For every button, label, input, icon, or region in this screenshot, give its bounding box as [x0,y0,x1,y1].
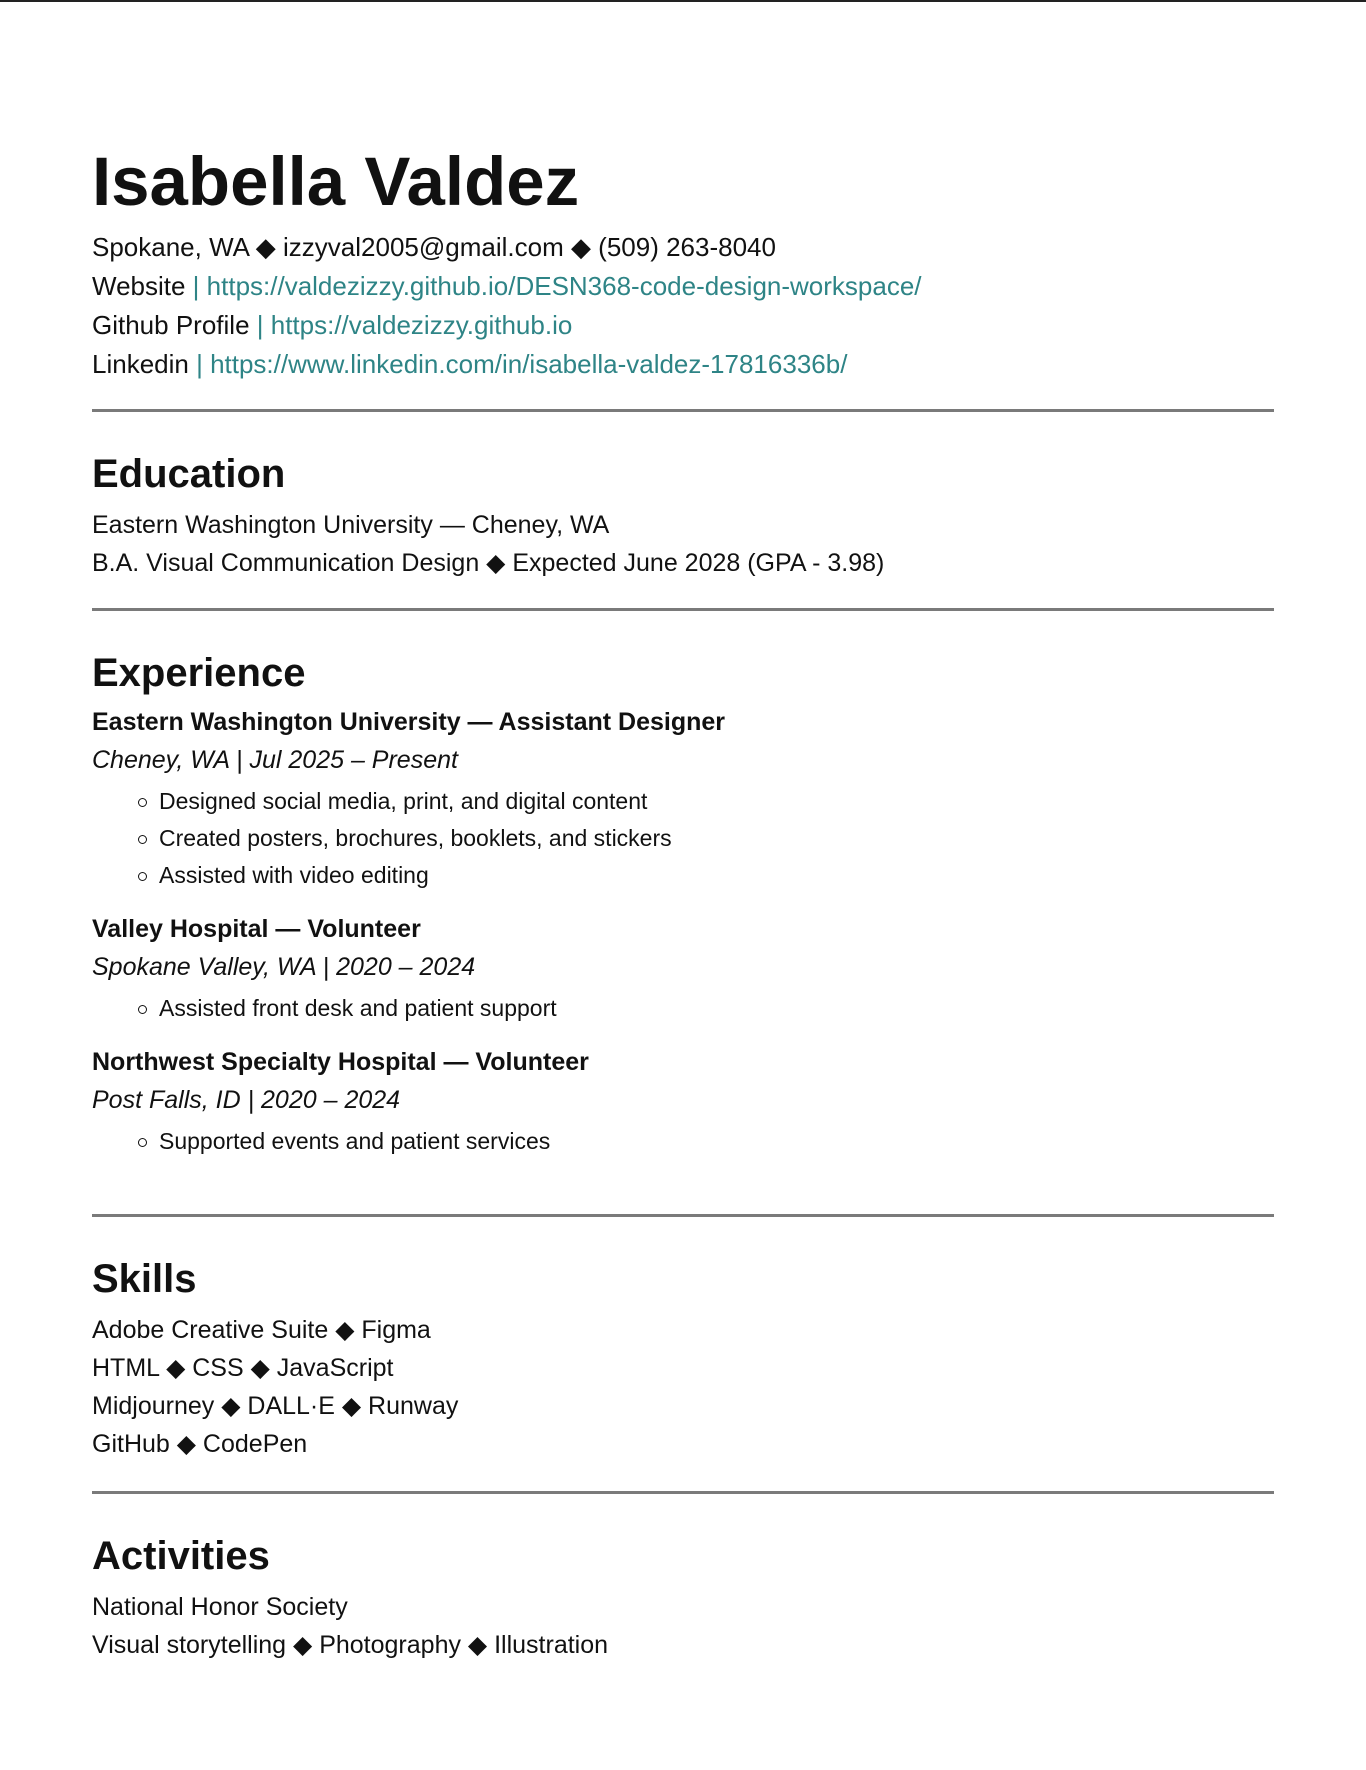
bullet-item: Supported events and patient services [138,1123,1274,1160]
top-border [0,0,1366,2]
divider-skills [92,1491,1274,1494]
website-separator: | [185,271,207,301]
experience-section [92,647,1274,1176]
job-bullets [92,783,1274,894]
skills-line: Midjourney ◆ DALL·E ◆ Runway [92,1392,459,1420]
linkedin-line [92,345,922,384]
github-line [92,306,922,345]
job-title: Northwest Specialty Hospital — Volunteer [92,1048,589,1076]
bullet-item: Created posters, brochures, booklets, and stickers [138,820,1274,857]
job-meta: Cheney, WA | Jul 2025 – Present [92,746,458,774]
job-bullets [92,990,1274,1027]
job-title: Eastern Washington University — Assistant Designer [92,708,726,736]
resume-name: Isabella Valdez [92,143,580,220]
skills-heading: Skills [92,1257,197,1301]
skills-section [92,1253,1274,1463]
skills-line: Adobe Creative Suite ◆ Figma [92,1316,431,1344]
linkedin-label: Linkedin [92,349,189,379]
job-item [92,703,1274,894]
divider-header [92,409,1274,412]
education-section [92,448,1274,582]
activities-line: Visual storytelling ◆ Photography ◆ Illustration [92,1631,609,1659]
github-label: Github Profile [92,310,250,340]
website-label: Website [92,271,186,301]
education-heading: Education [92,452,286,496]
job-meta: Spokane Valley, WA | 2020 – 2024 [92,953,476,981]
github-link[interactable]: https://valdezizzy.github.io [270,310,573,340]
bullet-item: Assisted with video editing [138,857,1274,894]
divider-education [92,608,1274,611]
job-bullets [92,1123,1274,1160]
bullet-item: Assisted front desk and patient support [138,990,1274,1027]
linkedin-link[interactable]: https://www.linkedin.com/in/isabella-valdez-17816336b/ [210,349,848,379]
skills-line: GitHub ◆ CodePen [92,1430,308,1458]
activities-section [92,1530,1274,1664]
contact-block [92,228,922,384]
github-separator: | [249,310,271,340]
skills-line: HTML ◆ CSS ◆ JavaScript [92,1354,394,1382]
website-link[interactable]: https://valdezizzy.github.io/DESN368-code-design-workspace/ [206,271,922,301]
job-title: Valley Hospital — Volunteer [92,915,421,943]
education-school: Eastern Washington University — Cheney, WA [92,511,610,539]
job-meta: Post Falls, ID | 2020 – 2024 [92,1086,401,1114]
linkedin-separator: | [188,349,211,379]
activities-heading: Activities [92,1534,270,1578]
job-item [92,1043,1274,1160]
experience-heading: Experience [92,651,306,695]
job-item [92,910,1274,1027]
education-degree: B.A. Visual Communication Design ◆ Expected June 2028 (GPA - 3.98) [92,549,885,577]
contact-info: Spokane, WA ◆ izzyval2005@gmail.com ◆ (509) 263-8040 [92,232,776,262]
bullet-item: Designed social media, print, and digital content [138,783,1274,820]
divider-experience [92,1214,1274,1217]
website-line [92,267,922,306]
activities-line: National Honor Society [92,1593,348,1621]
